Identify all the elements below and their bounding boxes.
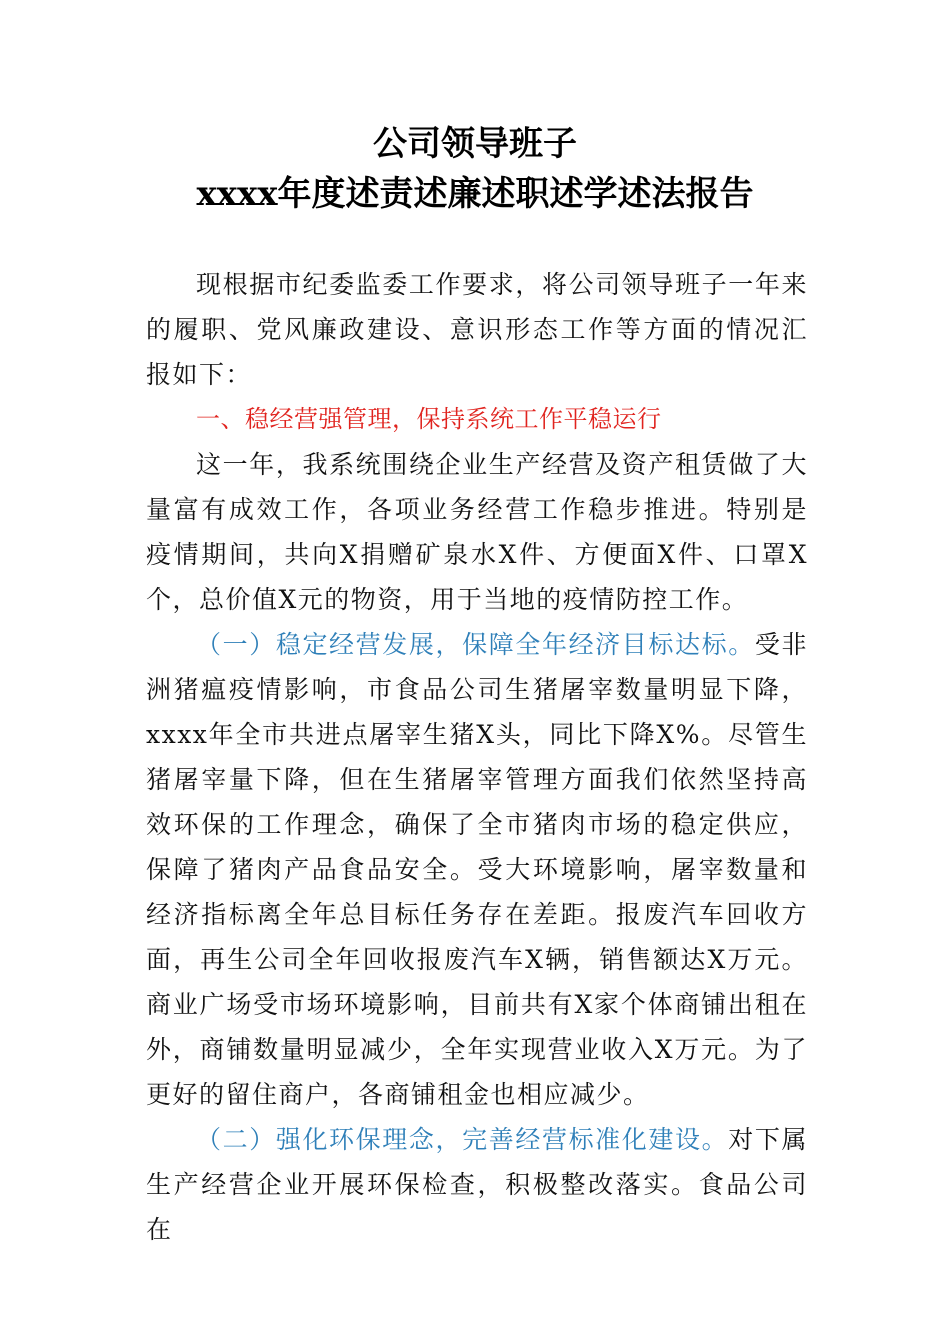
sub1-heading: （一）稳定经营发展，保障全年经济目标达标。 bbox=[196, 630, 755, 659]
document-body bbox=[146, 262, 808, 1252]
sub2-paragraph bbox=[146, 1117, 808, 1252]
section1-paragraph: 这一年，我系统围绕企业生产经营及资产租赁做了大量富有成效工作，各项业务经营工作稳步推进。特别是疫情期间，共向X捐赠矿泉水X件、方便面X件、口罩X个，总价值X元的物资，用于当地的疫情防控工作。 bbox=[146, 450, 808, 614]
sub1-text: 受非洲猪瘟疫情影响，市食品公司生猪屠宰数量明显下降，xxxx年全市共进点屠宰生猪X头，同比下降X%。尽管生猪屠宰量下降，但在生猪屠宰管理方面我们依然坚持高效环保的工作理念，确保了全市猪肉市场的稳定供应，保障了猪肉产品食品安全。受大环境影响，屠宰数量和经济指标离全年总目标任务存在差距。报废汽车回收方面，再生公司全年回收报废汽车X辆，销售额达X万元。商业广场受市场环境影响，目前共有X家个体商铺出租在外，商铺数量明显减少，全年实现营业收入X万元。为了更好的留住商户，各商铺租金也相应减少。 bbox=[146, 630, 808, 1109]
sub1-paragraph bbox=[146, 622, 808, 1117]
document-title-line1: 公司领导班子 bbox=[373, 124, 577, 164]
document-title-line2: xxxx年度述责述廉述职述学述法报告 bbox=[196, 174, 754, 214]
sub2-text: 对下属生产经营企业开展环保检查，积极整改落实。食品公司在 bbox=[146, 1125, 808, 1244]
sub2-heading: （二）强化环保理念，完善经营标准化建设。 bbox=[196, 1125, 729, 1154]
section1-heading: 一、稳经营强管理，保持系统工作平稳运行 bbox=[196, 405, 662, 433]
intro-paragraph: 现根据市纪委监委工作要求，将公司领导班子一年来的履职、党风廉政建设、意识形态工作等方面的情况汇报如下： bbox=[146, 270, 808, 389]
